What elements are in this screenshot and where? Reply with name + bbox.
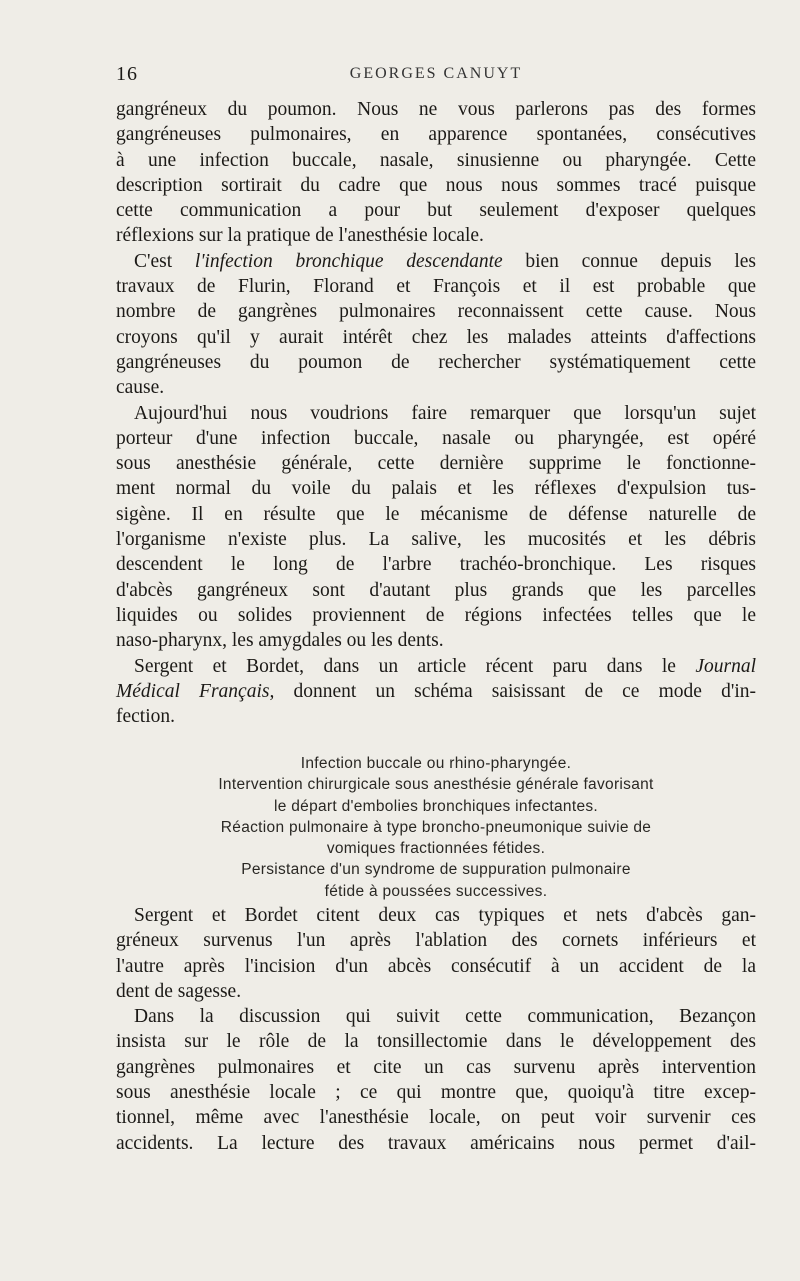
body-text-top [116,97,756,729]
text-line: insista sur le rôle de la tonsillectomie dans le développement des [116,1031,756,1053]
scheme-line: Réaction pulmonaire à type broncho-pneumonique suivie de [220,818,652,836]
text-line: d'abcès gangréneux sont d'autant plus grands que les parcelles [116,579,756,601]
text-line: sigène. Il en résulte que le mécanisme de défense naturelle de [116,503,756,525]
text-line: travaux de Flurin, Florand et François et il est probable que [116,276,756,298]
scheme-quote [116,753,756,902]
text-line: à une infection buccale, nasale, sinusienne ou pharyngée. Cette [116,149,756,171]
scheme-line: Intervention chirurgicale sous anesthésie générale favorisant [218,776,654,794]
text-line: l'autre après l'incision d'un abcès consécutif à un accident de la [116,955,756,977]
text-line: accidents. La lecture des travaux américains nous permet d'ail- [116,1132,756,1154]
text-line [116,654,756,679]
text-line: Aujourd'hui nous voudrions faire remarquer que lorsqu'un sujet [134,402,756,424]
text-line: réflexions sur la pratique de l'anesthésie locale. [116,225,484,247]
page-number: 16 [116,63,138,85]
text-line: dent de sagesse. [116,980,242,1002]
text-line: gangréneux du poumon. Nous ne vous parlerons pas des formes [116,99,756,120]
text-line: descendent le long de l'arbre trachéo-bronchique. Les risques [116,554,756,576]
italic-text: l'infection bronchique descendante [194,250,503,272]
text-line: porteur d'une infection buccale, nasale ou pharyngée, est opéré [116,427,756,449]
text-line: tionnel, même avec l'anesthésie locale, on peut voir survenir ces [116,1107,756,1129]
text-line: croyons qu'il y aurait intérêt chez les malades atteints d'affections [116,326,756,348]
scheme-line: le départ d'embolies bronchiques infectantes. [273,797,599,815]
text-line: gangrènes pulmonaires et cite un cas survenu après intervention [116,1056,756,1078]
body-text-bottom [116,903,756,1156]
text-run: donnent un schéma saisissant de ce mode d'in- [274,680,756,702]
text-line: cette communication a pour but seulement d'exposer quelques [116,200,756,222]
scheme-line: fétide à poussées successives. [324,882,548,900]
text-line: ment normal du voile du palais et les réflexes d'expulsion tus- [116,478,756,500]
text-line: Dans la discussion qui suivit cette communication, Bezançon [134,1006,756,1028]
scheme-line: Infection buccale ou rhino-pharyngée. [300,755,572,772]
text-run: bien connue depuis les [502,250,756,272]
text-line: naso-pharynx, les amygdales ou les dents. [116,630,444,652]
text-line: Sergent et Bordet citent deux cas typiques et nets d'abcès gan- [134,905,756,926]
text-line: description sortirait du cadre que nous nous sommes tracé puisque [116,174,756,196]
italic-text: Médical Français, [116,680,275,702]
text-line [116,679,756,704]
running-head [116,63,756,85]
text-line: fection. [116,706,176,728]
text-line: gangréneuses pulmonaires, en apparence spontanées, consécutives [116,124,756,146]
text-line: gréneux survenus l'un après l'ablation des cornets inférieurs et [116,930,756,952]
text-line [116,249,756,274]
text-line: gangréneuses du poumon de rechercher systématiquement cette [116,351,756,373]
scheme-line: vomiques fractionnées fétides. [326,840,546,858]
text-line: sous anesthésie locale ; ce qui montre que, quoiqu'à titre excep- [116,1082,756,1104]
scheme-line: Persistance d'un syndrome de suppuration pulmonaire [241,861,631,879]
text-line: sous anesthésie générale, cette dernière supprime le fonctionne- [116,453,756,475]
running-title: GEORGES CANUYT [349,65,523,82]
text-line: l'organisme n'existe plus. La salive, les mucosités et les débris [116,529,756,551]
text-line: liquides ou solides proviennent de régions infectées telles que le [116,604,756,626]
text-run: Sergent et Bordet, dans un article récent paru dans le [134,655,696,677]
text-line: cause. [116,377,165,399]
text-run: C'est [134,250,195,272]
italic-text: Journal [695,655,756,677]
text-line: nombre de gangrènes pulmonaires reconnaissent cette cause. Nous [116,301,756,323]
